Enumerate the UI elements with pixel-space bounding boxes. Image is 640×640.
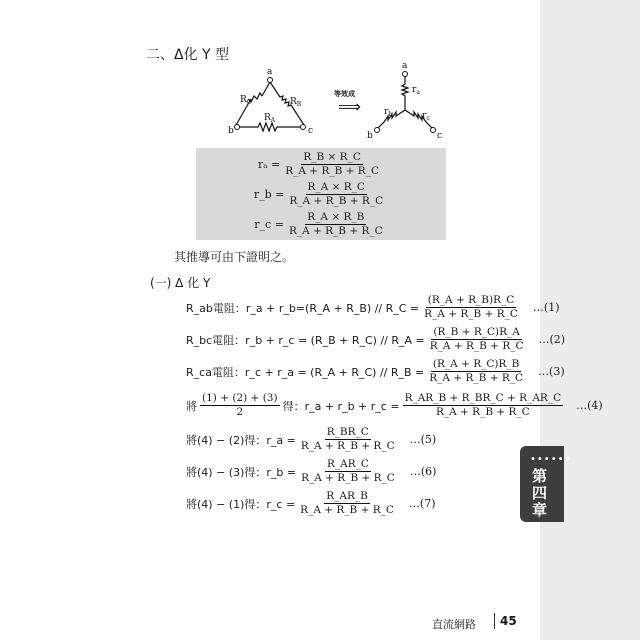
fraction (299, 458, 397, 485)
intro-text: 其推導可由下證明之。 (174, 250, 295, 264)
derivation-lead: R_bc電阻：r_b + r_c = (R_B + R_C) // R_A = (186, 333, 425, 347)
resistor-ra-wye (402, 76, 408, 110)
running-footer-title: 直流網路 (432, 618, 476, 631)
chapter-tab-label: 第四章 (532, 467, 548, 519)
equation-tag: …(6) (409, 465, 437, 478)
numerator: R_AR_B + R_BR_C + R_AR_C (404, 392, 562, 404)
denominator: R_A + R_B + R_C (288, 224, 383, 237)
derivation-2 (186, 326, 565, 353)
equivalence-arrow: ⟹ (338, 97, 361, 116)
numerator: (R_B + R_C)R_A (433, 326, 520, 338)
fraction (287, 211, 385, 238)
delta-label-a: a (267, 67, 273, 77)
derivation-lead: 將(4) − (1)得：r_c = (186, 497, 296, 511)
equation-tag: …(2) (538, 333, 566, 346)
wye-label-b: b (367, 131, 373, 141)
denominator: R_A + R_B + R_C (285, 164, 379, 177)
numerator: (1) + (2) + (3) (202, 392, 278, 404)
derivation-4 (186, 392, 603, 419)
fraction (403, 392, 564, 419)
derivation-lead: 將(4) − (2)得：r_a = (186, 433, 296, 447)
fraction (422, 294, 520, 321)
derivation-lead-2: 得：r_a + r_b + r_c = (282, 399, 400, 413)
wye-label-ra: $r_a$ (412, 85, 420, 96)
fraction (427, 358, 525, 385)
numerator: (R_A + R_C)R_B (432, 358, 520, 370)
denominator: R_A + R_B + R_C (424, 308, 518, 320)
wye-node-c (431, 128, 436, 133)
delta-label-c: c (308, 126, 314, 136)
derivation-lead: R_ab電阻：r_a + r_b=(R_A + R_B) // R_C = (186, 301, 420, 315)
footer-divider (494, 613, 495, 629)
node-a-terminal (268, 78, 273, 83)
fraction (298, 490, 396, 517)
derivation-1 (186, 294, 560, 321)
fraction (283, 151, 381, 178)
denominator: R_A + R_B + R_C (429, 372, 524, 384)
equation-tag: …(7) (408, 497, 436, 510)
denominator: R_A + R_B + R_C (429, 340, 524, 352)
derivation-6 (186, 458, 436, 485)
fraction (299, 426, 397, 453)
denominator: R_A + R_B + R_C (300, 440, 395, 452)
denominator: 2 (236, 406, 244, 418)
wye-node-a (403, 72, 408, 77)
formula-lhs: r_c = (254, 217, 284, 231)
resistor-ra-line (240, 123, 300, 131)
subheading: (一) Δ 化 Y (150, 276, 211, 290)
wye-label-c: c (437, 131, 443, 141)
chapter-tab-dots: •••••• (530, 454, 572, 465)
derivation-5 (186, 426, 436, 453)
denominator: R_A + R_B + R_C (435, 406, 530, 418)
formula-rc (196, 210, 446, 238)
derivation-3 (186, 358, 565, 385)
equation-tag: …(1) (532, 301, 560, 314)
equivalence-label: 等效成 (334, 90, 355, 98)
denominator: R_A + R_B + R_C (289, 194, 384, 207)
derivation-lead: 將(4) − (3)得：r_b = (186, 465, 297, 479)
wye-node-b (375, 128, 380, 133)
derivation-7 (186, 490, 436, 517)
node-b-terminal (235, 125, 240, 130)
equation-tag: …(3) (538, 365, 565, 378)
delta-label-rb: $R_B$ (290, 97, 302, 108)
section-heading: 二、Δ化 Y 型 (146, 47, 230, 63)
numerator: R_BR_C (326, 426, 369, 438)
derivation-lead: 將 (186, 399, 197, 413)
wye-label-rc: $r_c$ (422, 111, 430, 122)
wye-label-a: a (402, 61, 408, 71)
numerator: (R_A + R_B)R_C (427, 294, 515, 306)
numerator: R_AR_B (326, 490, 368, 502)
numerator: R_A × R_C (307, 180, 365, 193)
derivation-lead: R_ca電阻：r_c + r_a = (R_A + R_C) // R_B = (186, 365, 425, 379)
formula-box (196, 148, 446, 240)
numerator: R_AR_C (327, 458, 369, 470)
denominator: R_A + R_B + R_C (300, 504, 394, 516)
delta-wye-diagram (0, 0, 640, 160)
fraction (200, 392, 280, 419)
page-number: 45 (500, 614, 517, 628)
formula-lhs: r_b = (253, 187, 285, 201)
formula-lhs: rₐ = (258, 157, 281, 171)
wye-label-rb: $r_b$ (384, 107, 393, 118)
delta-label-rc: $R_C$ (240, 95, 252, 106)
equation-tag: …(4) (576, 399, 603, 412)
node-c-terminal (301, 125, 306, 130)
fraction (287, 181, 385, 208)
numerator: R_B × R_C (303, 150, 361, 163)
chapter-tab (520, 446, 572, 522)
delta-label-ra: $R_A$ (264, 113, 276, 124)
delta-label-b: b (228, 126, 234, 136)
fraction (428, 326, 526, 353)
equation-tag: …(5) (409, 433, 437, 446)
formula-rb (196, 180, 446, 208)
denominator: R_A + R_B + R_C (301, 472, 395, 484)
formula-ra (196, 150, 446, 178)
numerator: R_A × R_B (307, 210, 365, 223)
